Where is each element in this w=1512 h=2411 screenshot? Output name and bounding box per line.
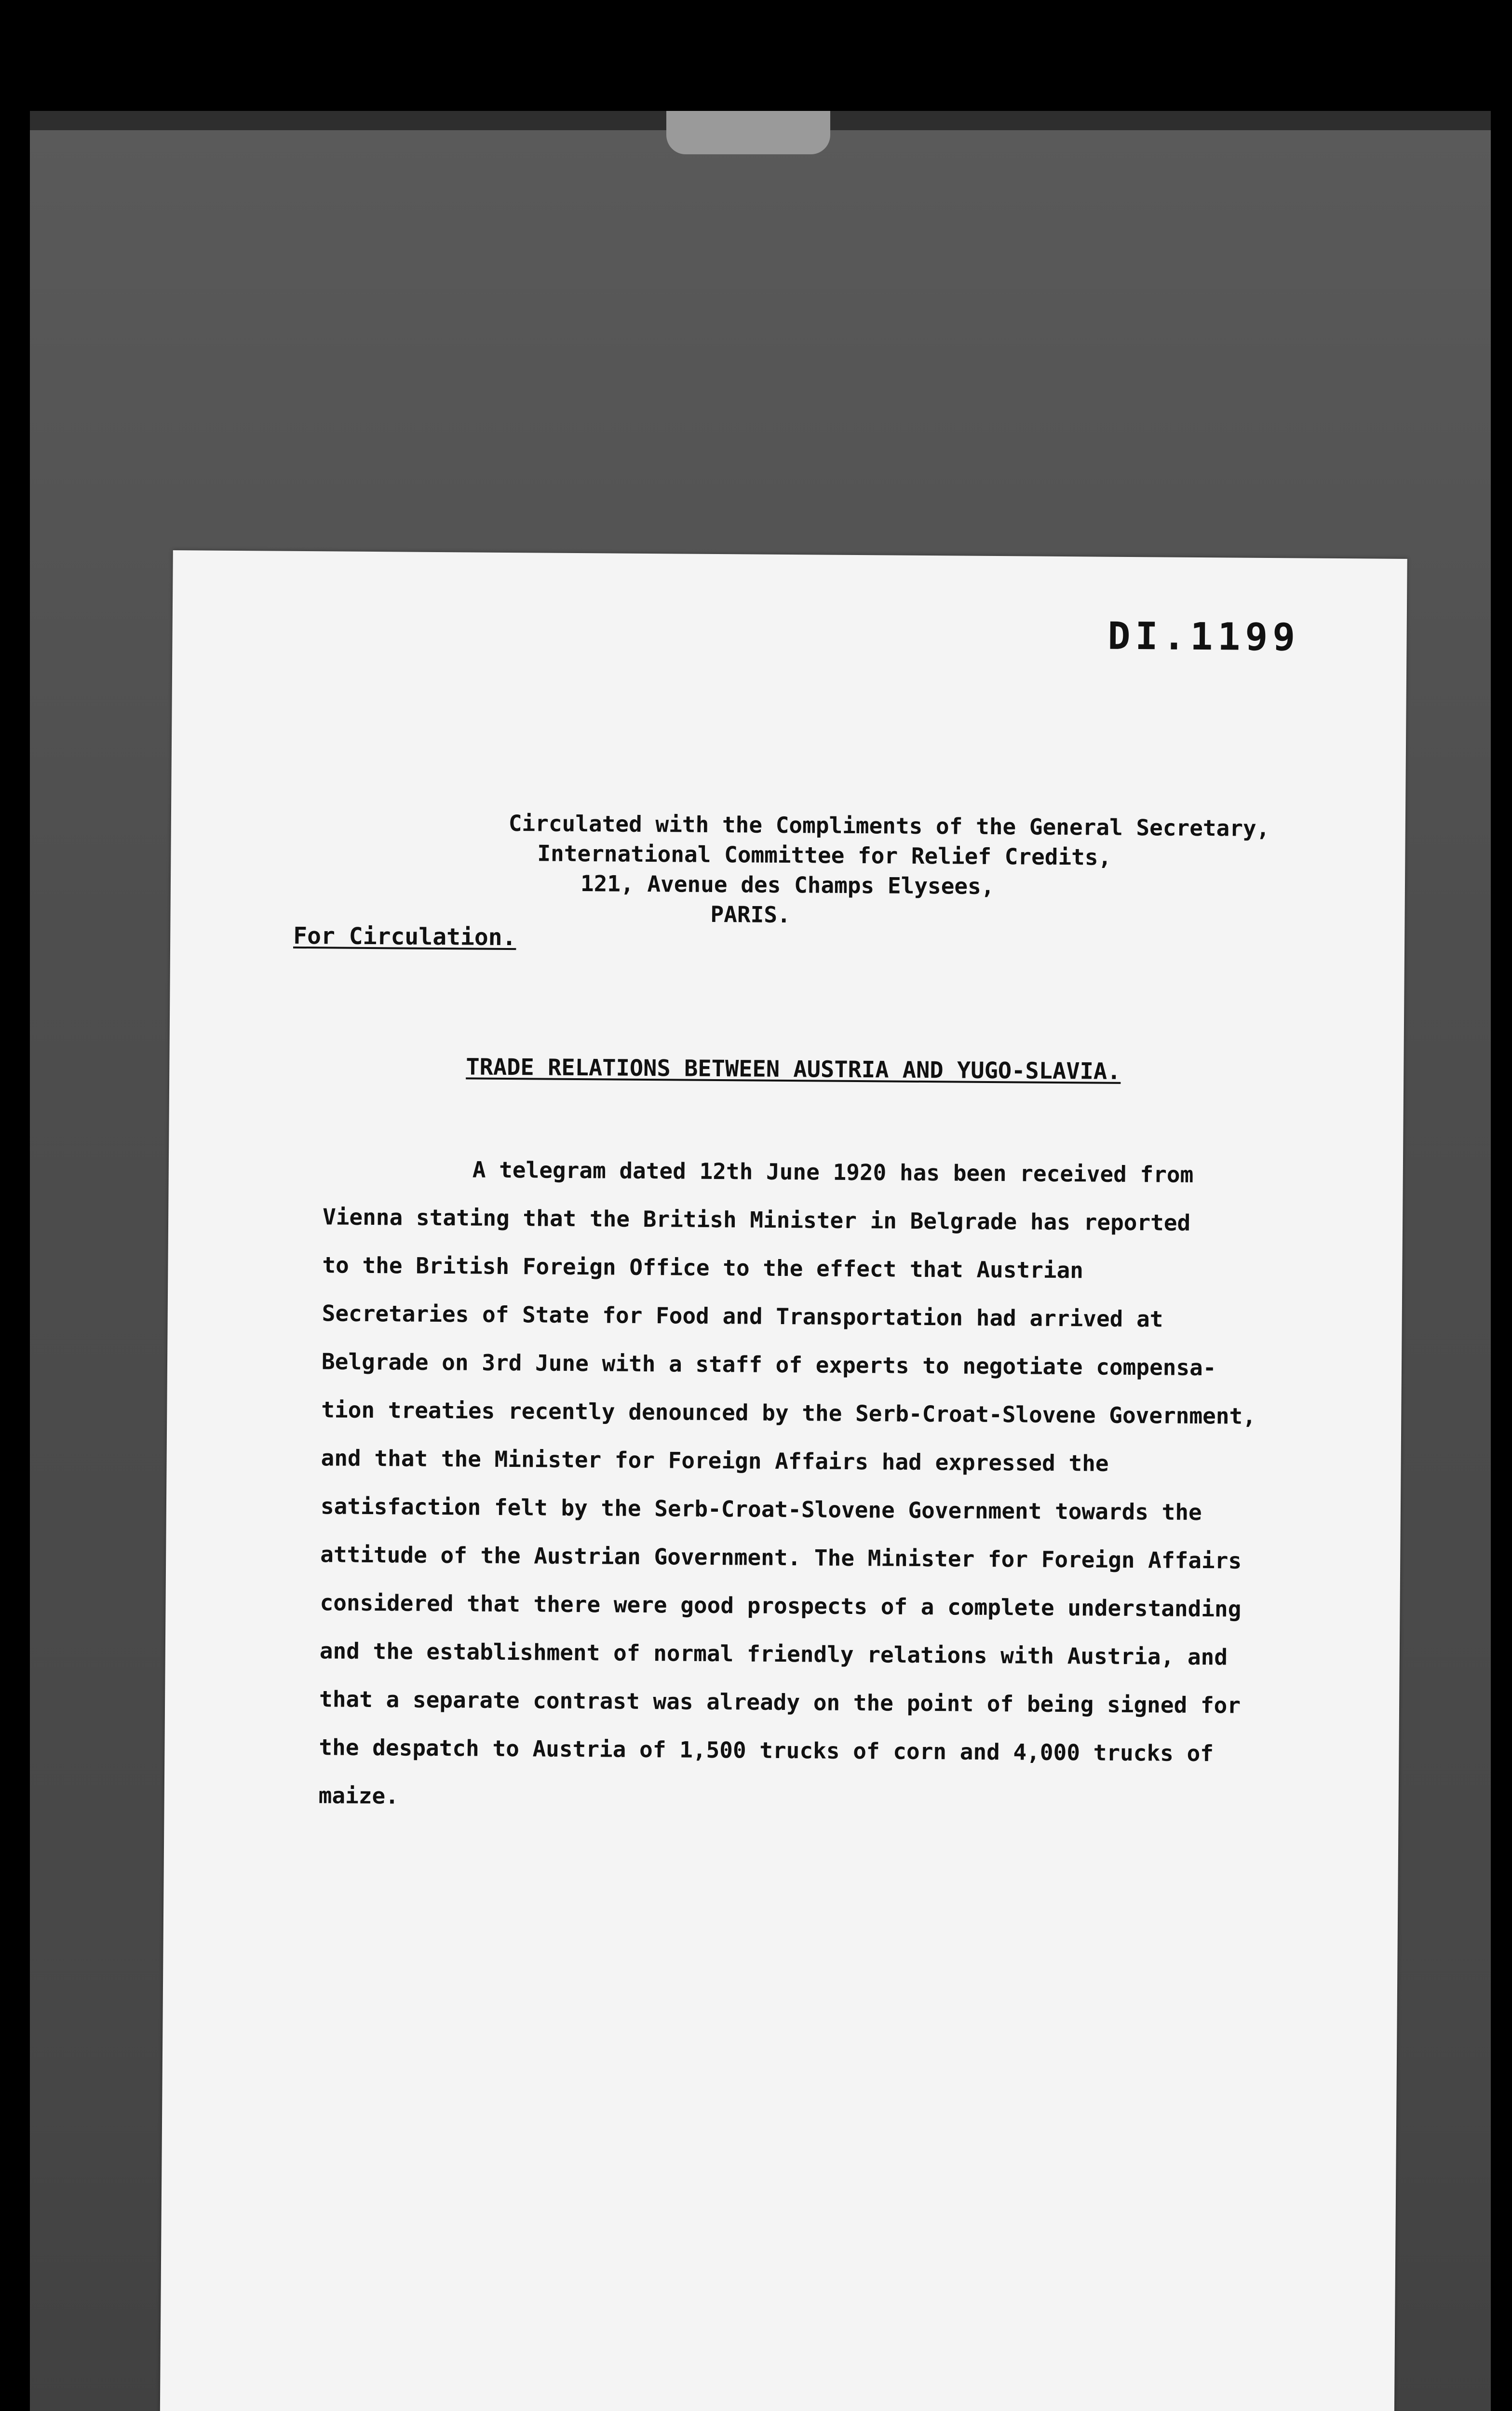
body-line: tion treaties recently denounced by the Serb-Croat-Slovene Government, <box>321 1396 1256 1429</box>
body-line: and that the Minister for Foreign Affairs had expressed the <box>321 1445 1109 1476</box>
body-line: Belgrade on 3rd June with a staff of experts to negotiate compensa- <box>321 1348 1216 1381</box>
document-number: DI.1199 <box>1107 614 1300 660</box>
document-page <box>160 550 1407 2411</box>
circulation-line: Circulated with the Compliments of the General Secretary, <box>508 810 1270 842</box>
circulation-line: 121, Avenue des Champs Elysees, <box>580 870 995 900</box>
circulation-block <box>508 808 1377 934</box>
body-line: maize. <box>318 1782 399 1809</box>
body-line: Secretaries of State for Food and Transportation had arrived at <box>322 1300 1163 1332</box>
circulation-line: PARIS. <box>710 901 791 928</box>
body-line: attitude of the Austrian Government. The Minister for Foreign Affairs <box>320 1541 1242 1574</box>
body-line: the despatch to Austria of 1,500 trucks of corn and 4,000 trucks of <box>319 1734 1214 1767</box>
body-line: to the British Foreign Office to the effect that Austrian <box>322 1252 1084 1284</box>
document-body <box>318 1144 1398 1827</box>
body-line: and the establishment of normal friendly relations with Austria, and <box>319 1638 1228 1670</box>
circulation-line: International Committee for Relief Credits, <box>537 840 1112 870</box>
body-line: Vienna stating that the British Minister in Belgrade has reported <box>322 1204 1191 1236</box>
page-clip <box>666 111 830 154</box>
body-line: satisfaction felt by the Serb-Croat-Slovene Government towards the <box>320 1493 1202 1526</box>
body-line: that a separate contrast was already on the point of being signed for <box>319 1686 1241 1719</box>
document-heading: TRADE RELATIONS BETWEEN AUSTRIA AND YUGO-SLAVIA. <box>466 1054 1121 1085</box>
body-line: A telegram dated 12th June 1920 has been received from <box>472 1156 1194 1188</box>
for-circulation-label: For Circulation. <box>293 922 516 951</box>
body-line: considered that there were good prospects of a complete understanding <box>320 1589 1242 1622</box>
